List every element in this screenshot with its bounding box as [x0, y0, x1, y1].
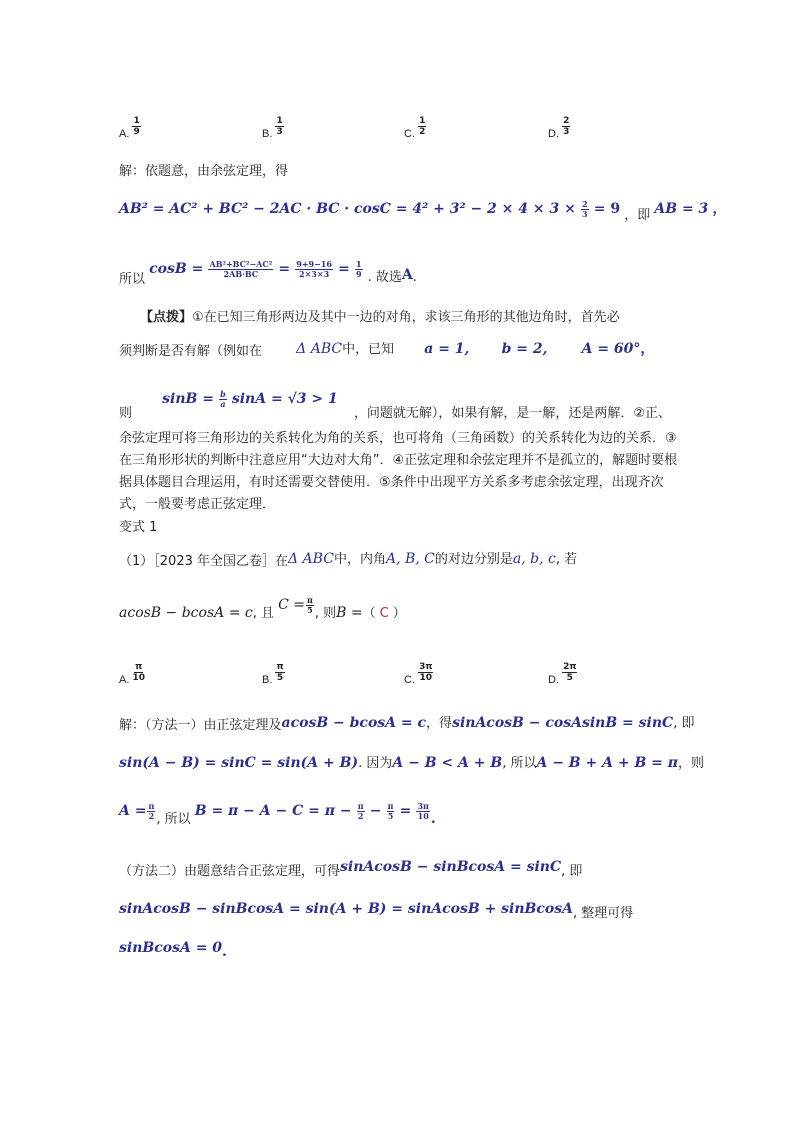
cos-b-fraction: $\frac{\text{AB²+BC²−AC²}}{2AB\cdot BC}$ [209, 259, 273, 279]
method2-line-3 [119, 940, 227, 960]
option-c [404, 662, 433, 697]
tip-a-value: a = 1, [424, 341, 470, 357]
option-b [262, 116, 284, 151]
b-calculation: B = π − A − C = π − [194, 803, 352, 819]
option-fraction: $\frac{1}{9}$ [133, 116, 140, 137]
question-text: , 且 [252, 606, 274, 621]
tip-line-2 [119, 338, 654, 358]
method2-equation: sinAcosB − sinBcosA = sin(A + B) = sinAcosB + sinBcosA [119, 901, 573, 917]
variant-title: 变式 1 [119, 520, 158, 535]
equals-sign: = [278, 261, 291, 277]
tip-paragraph: 余弦定理可将三角形边的关系转化为角的关系，也可将角（三角函数）的关系转化为边的关系．③在三角形形状的判断中注意应用“大边对大角”．④正弦定理和余弦定理并不是孤立的，解题时要根据具体题目合理运用，有时还需要交替使用．⑤条件中出现平方关系多考虑余弦定理，出现齐次式，一般要考虑正弦定理． [119, 431, 678, 512]
minus-sign: − [369, 803, 382, 819]
option-fraction: $\frac{2}{3}$ [563, 116, 570, 137]
tip-line-3 [119, 388, 672, 421]
tip-label: 【点拨】 [140, 310, 193, 325]
method1-inequality: A − B < A + B [392, 755, 503, 771]
triangle-label: Δ ABC [296, 341, 343, 357]
equation-fraction: $\frac{2}{3}$ [582, 199, 588, 219]
method1-equation: acosB − bcosA = c [281, 715, 427, 731]
method1-text: , 所以 [502, 756, 537, 771]
method2-line-2 [119, 898, 634, 921]
question-line-1 [119, 548, 577, 567]
tip-text: ①在已知三角形两边及其中一边的对角，求该三角形的其他边角时，首先必 [192, 310, 620, 325]
method1-text: , 即 [673, 716, 695, 731]
c-label: C = [278, 597, 306, 613]
sin-b-label: sinB = [162, 391, 214, 407]
question-prefix: （1）［2023 年全国乙卷］在 [119, 554, 288, 569]
triangle-label: Δ ABC [288, 551, 334, 567]
option-a [119, 662, 145, 697]
method2-result: sinBcosA = 0 [119, 940, 223, 956]
method1-line-3 [119, 800, 436, 827]
tip-angle-value: A = 60° [581, 341, 641, 357]
method2-text: , 整理可得 [573, 906, 634, 921]
option-fraction: $\frac{3\pi}{10}$ [419, 662, 433, 683]
option-letter: A. [119, 674, 130, 686]
option-fraction: $\frac{1}{3}$ [276, 116, 283, 137]
method1-text: ，则 [678, 756, 705, 771]
so-text: 所以 [119, 272, 146, 287]
question-text: , 若 [555, 552, 578, 567]
option-fraction: $\frac{\pi}{5}$ [276, 662, 284, 683]
c-fraction: $\frac{\pi}{5}$ [307, 595, 313, 615]
b-fraction: $\frac{\pi}{5}$ [387, 801, 394, 821]
question-line-2 [119, 595, 406, 623]
option-fraction: $\frac{\pi}{10}$ [132, 662, 145, 683]
paren-close: ） [392, 606, 406, 621]
question-text: , 则 [314, 606, 337, 621]
question-answer: C [379, 606, 389, 621]
comma: ， [712, 201, 727, 217]
a-value: A = [119, 803, 147, 819]
method1-text: ，得 [426, 716, 453, 731]
choose-text: . 故选 [367, 270, 402, 285]
option-letter: B. [262, 128, 273, 140]
equals-sign: = [338, 261, 350, 277]
cos-b-fraction: $\frac{1}{9}$ [355, 259, 362, 279]
method2-intro: （方法二）由题意结合正弦定理，可得 [119, 864, 341, 879]
solution-intro: 解：依题意，由余弦定理，得 [119, 164, 289, 179]
b-fraction: $\frac{3\pi}{10}$ [417, 801, 429, 821]
sin-b-result: sinA = √3 > 1 [231, 391, 338, 407]
angle-labels: A, B, C [385, 551, 435, 567]
cos-b-line [119, 258, 417, 287]
option-letter: C. [404, 674, 415, 686]
method1-text: , 所以 [156, 812, 191, 827]
method2-text: , 即 [561, 864, 583, 879]
method1-sum: A − B + A + B = π [536, 755, 679, 771]
ab-value: AB = 3 [654, 201, 709, 217]
option-letter: B. [262, 674, 273, 686]
equation-result: = 9 [593, 201, 621, 217]
b-label: B = [336, 605, 363, 621]
tip-b-value: b = 2, [501, 341, 548, 357]
option-letter: D. [548, 674, 559, 686]
question-text: 的对边分别是 [434, 552, 513, 567]
question-equation: acosB − bcosA = c [119, 605, 253, 621]
law-of-cosines-equation: AB² = AC² + BC² − 2AC · BC · cosC = 4² + 3² − 2 × 4 × 3 × [119, 201, 576, 217]
method1-equation: sin(A − B) = sinC = sin(A + B) [119, 755, 359, 771]
tip-text: ，问题就无解），如果有解，是一解，还是两解．②正、 [353, 406, 672, 421]
connector-text: ，即 [624, 208, 651, 223]
method1-line-2 [119, 752, 704, 771]
option-letter: D. [548, 128, 559, 140]
method1-line-1 [119, 712, 694, 731]
option-b [262, 662, 285, 697]
period: . [222, 944, 227, 960]
answer-letter: A [401, 267, 413, 283]
tip-text: 须判断是否有解（例如在 [119, 344, 263, 359]
cos-b-fraction: $\frac{9+9-16}{2\times 3\times 3}$ [296, 259, 332, 279]
solution-equation-line [119, 198, 727, 223]
equals-sign: = [399, 803, 412, 819]
tip-text: 中，已知 [342, 342, 395, 357]
option-d [548, 116, 570, 151]
option-letter: C. [404, 128, 415, 140]
period: . [430, 811, 436, 827]
option-fraction: $\frac{1}{2}$ [419, 116, 426, 137]
method2-line-1 [119, 856, 583, 879]
then-text: 则 [119, 406, 133, 421]
side-labels: a, b, c [512, 551, 556, 567]
a-fraction: $\frac{\pi}{2}$ [148, 801, 155, 821]
option-fraction: $\frac{2\pi}{5}$ [563, 662, 577, 683]
option-letter: A. [119, 128, 130, 140]
period: . [412, 270, 417, 285]
method1-text: . 因为 [358, 756, 393, 771]
method1-intro: 解：（方法一）由正弦定理及 [119, 718, 282, 733]
b-fraction: $\frac{\pi}{2}$ [357, 801, 364, 821]
comma: ， [640, 341, 655, 357]
method1-equation: sinAcosB − cosAsinB = sinC [452, 715, 674, 731]
cos-b-label: cosB = [149, 261, 204, 277]
sin-b-fraction: $\frac{b}{a}$ [220, 389, 226, 409]
paren-open: （ [362, 606, 376, 621]
option-c [404, 116, 426, 151]
method2-equation: sinAcosB − sinBcosA = sinC [340, 859, 562, 875]
option-d [548, 662, 577, 697]
question-text: 中，内角 [333, 552, 386, 567]
option-a [119, 116, 141, 151]
tip-line-1 [140, 306, 620, 325]
